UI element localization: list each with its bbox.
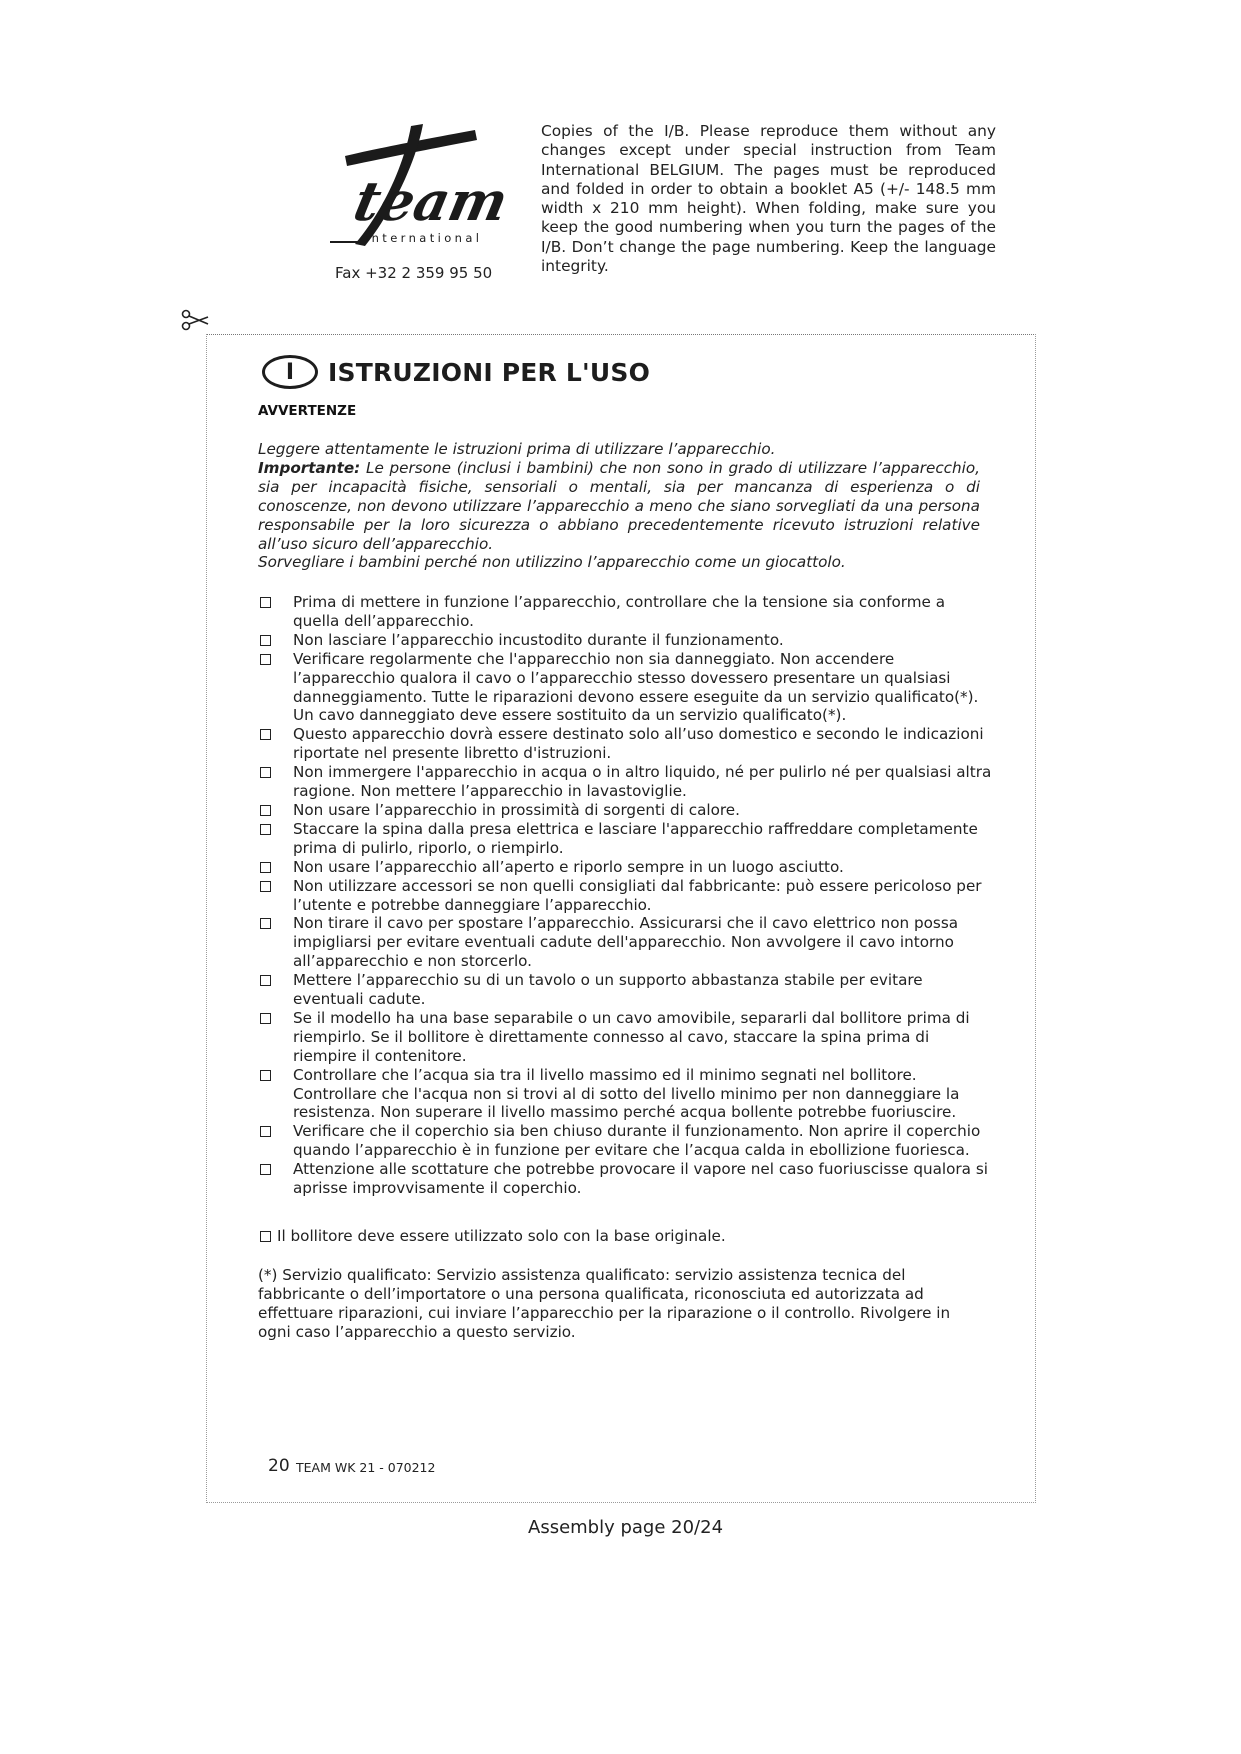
- logo-subtext: international: [365, 231, 483, 245]
- page-number: 20: [268, 1456, 290, 1476]
- checkbox-bullet-icon: [260, 635, 271, 646]
- team-international-logo: [325, 118, 514, 258]
- page-title: ISTRUZIONI PER L'USO: [328, 357, 651, 387]
- list-item: Il bollitore deve essere utilizzato solo con la base originale.: [260, 1227, 726, 1246]
- list-item: Se il modello ha una base separabile o un cavo amovibile, separarli dal bollitore prima di riempirlo. Se il bollitore è direttamente connesso al cavo, staccare la spina prima di riempire il contenitore.: [258, 1009, 993, 1066]
- list-item: Non lasciare l’apparecchio incustodito durante il funzionamento.: [258, 631, 993, 650]
- list-item: Non immergere l'apparecchio in acqua o in altro liquido, né per pulirlo né per qualsiasi altra ragione. Non mettere l’apparecchio in lavastoviglie.: [258, 763, 993, 801]
- important-label: Importante:: [258, 458, 361, 477]
- list-item: Attenzione alle scottature che potrebbe provocare il vapore nel caso fuoriuscisse qualora si aprisse improvvisamente il coperchio.: [258, 1160, 993, 1198]
- list-item: Mettere l’apparecchio su di un tavolo o un supporto abbastanza stabile per evitare eventuali cadute.: [258, 971, 993, 1009]
- checkbox-bullet-icon: [260, 1164, 271, 1175]
- scissors-icon: [180, 308, 210, 332]
- list-item: Prima di mettere in funzione l’apparecchio, controllare che la tensione sia conforme a quella dell’apparecchio.: [258, 593, 993, 631]
- footnote-qualified-service: (*) Servizio qualificato: Servizio assistenza qualificato: servizio assistenza tecnica del fabbricante o dell’importatore o una persona qualificata, riconosciuta ed autorizzata ad effettuare riparazioni, cui inviare l’apparecchio per la riparazione o il controllo. Rivolgere in ogni caso l’apparecchio a questo servizio.: [258, 1266, 951, 1341]
- important-paragraph: [258, 459, 980, 554]
- important-text: Le persone (inclusi i bambini) che non sono in grado di utilizzare l’apparecchio, sia per incapacità fisiche, sensoriali o mentali, sia per mancanza di esperienza o di conoscenze, non devono utilizzare l’apparecchio a meno che siano sorvegliati da una persona responsabile per la loro sicurezza o abbiano precedentemente ricevuto istruzioni relative all’uso sicuro dell’apparecchio.: [258, 458, 980, 553]
- list-item: Non tirare il cavo per spostare l’apparecchio. Assicurarsi che il cavo elettrico non possa impigliarsi per evitare eventuali cadute dell'apparecchio. Non avvolgere il cavo intorno all’apparecchio e non storcerlo.: [258, 914, 993, 971]
- fax-number: Fax +32 2 359 95 50: [335, 264, 493, 282]
- checkbox-bullet-icon: [260, 862, 271, 873]
- list-item: Non usare l’apparecchio in prossimità di sorgenti di calore.: [258, 801, 993, 820]
- checkbox-bullet-icon: [260, 767, 271, 778]
- list-item: Controllare che l’acqua sia tra il livello massimo ed il minimo segnati nel bollitore. Controllare che l'acqua non si trovi al di sotto del livello minimo per non danneggiare la resistenza. Non superare il livello massimo perché acqua bollente potrebbe fuoriuscire.: [258, 1066, 993, 1123]
- assembly-page-label: Assembly page 20/24: [528, 1517, 724, 1538]
- list-item: Verificare che il coperchio sia ben chiuso durante il funzionamento. Non aprire il coperchio quando l’apparecchio è in funzione per evitare che l’acqua calda in ebollizione fuoriesca.: [258, 1122, 993, 1160]
- checkbox-bullet-icon: [260, 1126, 271, 1137]
- intro-paragraph: [258, 440, 980, 572]
- checkbox-bullet-icon: [260, 1013, 271, 1024]
- checkbox-bullet-icon: [260, 918, 271, 929]
- section-heading-warnings: AVVERTENZE: [258, 403, 357, 419]
- logo-wordmark: team: [348, 169, 514, 233]
- checkbox-bullet-icon: [260, 1231, 271, 1242]
- list-item: Verificare regolarmente che l'apparecchio non sia danneggiato. Non accendere l’apparecchio qualora il cavo o l’apparecchio stesso dovessero presentare un qualsiasi danneggiamento. Tutte le riparazioni devono essere eseguite da un servizio qualificato(*). Un cavo danneggiato deve essere sostituito da un servizio qualificato(*).: [258, 650, 993, 726]
- page-title-row: [262, 355, 650, 389]
- read-first-text: Leggere attentamente le istruzioni prima di utilizzare l’apparecchio.: [258, 440, 776, 458]
- warnings-list: [258, 593, 993, 1198]
- model-code: TEAM WK 21 - 070212: [296, 1460, 436, 1475]
- list-item: Non utilizzare accessori se non quelli consigliati dal fabbricante: può essere pericoloso per l’utente e potrebbe danneggiare l’apparecchio.: [258, 877, 993, 915]
- checkbox-bullet-icon: [260, 881, 271, 892]
- checkbox-bullet-icon: [260, 805, 271, 816]
- checkbox-bullet-icon: [260, 597, 271, 608]
- list-item: Staccare la spina dalla presa elettrica e lasciare l'apparecchio raffreddare completamente prima di pulirlo, riporlo, o riempirlo.: [258, 820, 993, 858]
- checkbox-bullet-icon: [260, 654, 271, 665]
- list-item: Non usare l’apparecchio all’aperto e riporlo sempre in un luogo asciutto.: [258, 858, 993, 877]
- checkbox-bullet-icon: [260, 824, 271, 835]
- language-badge: I: [262, 355, 318, 389]
- checkbox-bullet-icon: [260, 729, 271, 740]
- list-item: Questo apparecchio dovrà essere destinato solo all’uso domestico e secondo le indicazioni riportate nel presente libretto d'istruzioni.: [258, 725, 993, 763]
- reproduction-note: Copies of the I/B. Please reproduce them without any changes except under special instruction from Team International BELGIUM. The pages must be reproduced and folded in order to obtain a booklet A5 (+/- 148.5 mm width x 210 mm height). When folding, make sure you keep the good numbering when you turn the pages of the I/B. Don’t change the page numbering. Keep the language integrity.: [541, 122, 996, 276]
- checkbox-bullet-icon: [260, 1070, 271, 1081]
- supervise-children-text: Sorvegliare i bambini perché non utilizzino l’apparecchio come un giocattolo.: [258, 553, 846, 572]
- checkbox-bullet-icon: [260, 975, 271, 986]
